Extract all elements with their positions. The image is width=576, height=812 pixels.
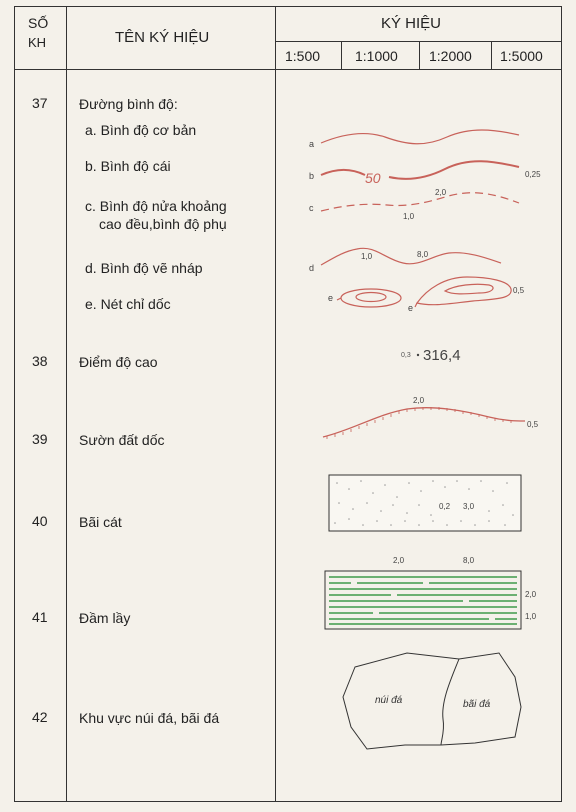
- spot-value: 316,4: [423, 347, 461, 364]
- slope-tick-e1: [337, 298, 341, 300]
- scale-2: 1:1000: [355, 48, 398, 64]
- sand-label-a: 0,2: [439, 502, 451, 511]
- header-name: TÊN KÝ HIỆU: [115, 29, 210, 46]
- row-37-sub-c2: cao đều,bình độ phụ: [99, 216, 227, 232]
- scale-4: 1:5000: [500, 48, 543, 64]
- slope-right-label: 0,5: [527, 420, 539, 429]
- contour-e1-outer: [341, 289, 401, 307]
- scale-3: 1:2000: [429, 48, 472, 64]
- marsh-label-r2: 1,0: [525, 612, 537, 621]
- label-d80: 8,0: [417, 250, 429, 259]
- rock-label-b: bãi đá: [463, 699, 491, 710]
- contour-c-line: [321, 193, 519, 211]
- marsh-rect: [325, 571, 521, 629]
- label-b: b: [309, 171, 315, 181]
- spot-small-label: 0,3: [401, 352, 411, 359]
- sand-rect: [329, 475, 521, 531]
- label-a: a: [309, 139, 315, 149]
- row-41-name: Đầm lầy: [79, 610, 131, 626]
- row-39-name: Sườn đất dốc: [79, 432, 165, 448]
- row-41-num: 41: [32, 609, 48, 625]
- contour-b-line: [321, 161, 519, 179]
- row-39-num: 39: [32, 431, 48, 447]
- row-42-num: 42: [32, 709, 48, 725]
- contour-symbols: [321, 130, 519, 307]
- label-e2: e: [408, 303, 414, 313]
- sand-symbol: [329, 475, 521, 531]
- slope-tick-e2: [415, 303, 417, 307]
- row-38-num: 38: [32, 353, 48, 369]
- label-d10: 1,0: [361, 252, 373, 261]
- contour-e1-inner: [356, 293, 386, 302]
- label-025: 0,25: [525, 170, 541, 179]
- header-num-1: SỐ: [28, 15, 49, 31]
- contour-e2-outer: [417, 277, 511, 305]
- spot-dot: [417, 354, 419, 356]
- spot-height: [401, 347, 461, 364]
- contour-e2-inner: [445, 284, 493, 294]
- row-37-sub-e: e. Nét chỉ dốc: [85, 296, 171, 312]
- header-symbol: KÝ HIỆU: [381, 15, 442, 32]
- rock-label-a: núi đá: [375, 695, 403, 706]
- marsh-label-l1: 2,0: [393, 556, 405, 565]
- contour-d-line: [321, 248, 501, 265]
- slope-top-label: 2,0: [413, 396, 425, 405]
- slope-symbol: [323, 396, 539, 439]
- rock-outer: [343, 653, 521, 749]
- row-37-num: 37: [32, 95, 48, 111]
- label-c20: 2,0: [435, 188, 447, 197]
- symbols-svg: [15, 7, 561, 801]
- rock-divider: [441, 659, 459, 745]
- row-40-num: 40: [32, 513, 48, 529]
- scale-1: 1:500: [285, 48, 321, 64]
- label-c10: 1,0: [403, 212, 415, 221]
- row-37-sub-c1: c. Bình độ nửa khoảng: [85, 198, 227, 214]
- row-37-sub-b: b. Bình độ cái: [85, 158, 171, 174]
- row-40-name: Bãi cát: [79, 514, 122, 530]
- slope-line: [323, 408, 525, 437]
- contour-a-line: [321, 130, 519, 144]
- row-37-name: Đường bình độ:: [79, 96, 178, 112]
- marsh-label-r1: 2,0: [525, 590, 537, 599]
- label-50: 50: [365, 170, 381, 186]
- row-37-sub-d: d. Bình độ vẽ nháp: [85, 260, 203, 276]
- label-d: d: [309, 263, 315, 273]
- row-38-name: Điểm độ cao: [79, 354, 158, 370]
- sand-label-b: 3,0: [463, 502, 475, 511]
- marsh-label-l2: 8,0: [463, 556, 475, 565]
- rock-symbol: [343, 653, 521, 749]
- marsh-symbol: [325, 556, 537, 629]
- row-37-sub-a: a. Bình độ cơ bản: [85, 122, 197, 138]
- row-42-name: Khu vực núi đá, bãi đá: [79, 710, 220, 726]
- header-num-2: KH: [28, 35, 47, 50]
- label-c: c: [309, 203, 314, 213]
- label-e05: 0,5: [513, 286, 525, 295]
- slope-ticks: [327, 407, 511, 439]
- label-e1: e: [328, 293, 334, 303]
- symbol-table: [14, 6, 562, 802]
